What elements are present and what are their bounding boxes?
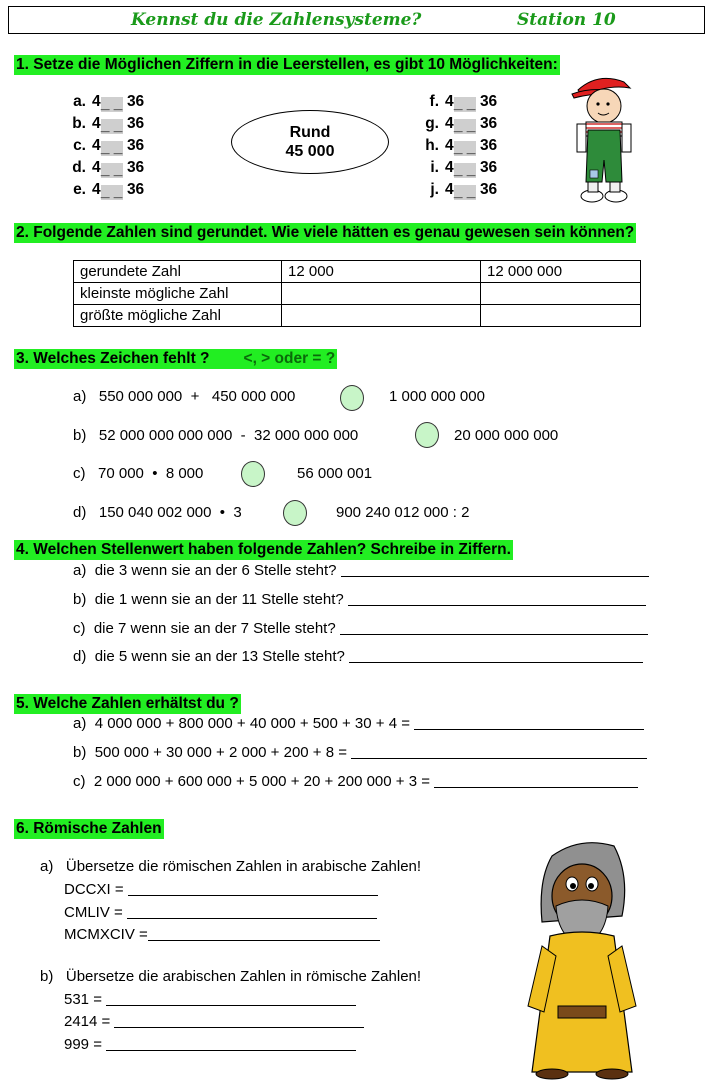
blank-field[interactable]: _ _	[100, 161, 123, 178]
task4-heading: 4. Welchen Stellenwert haben folgende Zahlen? Schreibe in Ziffern.	[16, 541, 511, 558]
table-cell: 12 000	[282, 261, 481, 283]
comparison-sign-field[interactable]	[283, 500, 307, 526]
sum-item-b: b) 500 000 + 30 000 + 2 000 + 200 + 8 =	[73, 744, 647, 761]
task1-right-column	[415, 93, 497, 203]
place-value-item-b: b) die 1 wenn sie an der 11 Stelle steht?	[73, 591, 646, 608]
blank-field[interactable]: _ _	[453, 95, 476, 112]
ellipse-value: 45 000	[285, 143, 335, 160]
answer-line[interactable]	[106, 991, 356, 1006]
table-row	[74, 261, 641, 283]
ellipse-label: Rund	[289, 124, 331, 141]
place-value-item-a: a) die 3 wenn sie an der 6 Stelle steht?	[73, 562, 649, 579]
compare-item-d: d) 150 040 002 000 • 3	[73, 504, 242, 521]
rounding-table	[73, 260, 641, 327]
compare-item-b-right: 20 000 000 000	[454, 427, 559, 444]
boy-illustration	[568, 72, 638, 212]
answer-line[interactable]	[349, 648, 643, 663]
worksheet-title: Kennst du die Zahlensysteme?	[131, 10, 422, 30]
table-cell: kleinste mögliche Zahl	[74, 283, 282, 305]
station-label: Station 10	[517, 10, 616, 30]
answer-cell[interactable]	[282, 305, 481, 327]
arabic-item: 531 =	[64, 991, 356, 1008]
task2-heading: 2. Folgende Zahlen sind gerundet. Wie viele hätten es genau gewesen sein können?	[16, 224, 635, 241]
roman-task-a: a) Übersetze die römischen Zahlen in arabische Zahlen!	[40, 858, 422, 875]
compare-item-c: c) 70 000 • 8 000	[73, 465, 204, 482]
compare-item-a: a) 550 000 000 + 450 000 000	[73, 388, 296, 405]
answer-line[interactable]	[348, 591, 646, 606]
option-a: a. 4_ _ 36	[73, 93, 145, 112]
table-cell: 12 000 000	[481, 261, 641, 283]
place-value-item-d: d) die 5 wenn sie an der 13 Stelle steht?	[73, 648, 643, 665]
worksheet-header	[8, 6, 705, 34]
blank-field[interactable]: _ _	[453, 161, 476, 178]
task6-heading: 6. Römische Zahlen	[16, 820, 162, 837]
compare-item-c-right: 56 000 001	[297, 465, 373, 482]
option-h: h. 4_ _ 36	[425, 137, 498, 156]
answer-line[interactable]	[127, 904, 377, 919]
table-cell: größte mögliche Zahl	[74, 305, 282, 327]
sum-item-c: c) 2 000 000 + 600 000 + 5 000 + 20 + 200 000 + 3 =	[73, 773, 638, 790]
comparison-sign-field[interactable]	[340, 385, 364, 411]
blank-field[interactable]: _ _	[100, 139, 123, 156]
table-cell: gerundete Zahl	[74, 261, 282, 283]
task3-subtitle: <, > oder = ?	[243, 350, 336, 367]
comparison-sign-field[interactable]	[241, 461, 265, 487]
answer-cell[interactable]	[481, 305, 641, 327]
option-f: f. 4_ _ 36	[429, 93, 498, 112]
compare-item-b: b) 52 000 000 000 000 - 32 000 000 000	[73, 427, 359, 444]
blank-field[interactable]: _ _	[100, 183, 123, 200]
answer-cell[interactable]	[282, 283, 481, 305]
answer-line[interactable]	[351, 744, 647, 759]
answer-line[interactable]	[148, 926, 380, 941]
answer-line[interactable]	[414, 715, 644, 730]
task5-heading: 5. Welche Zahlen erhältst du ?	[16, 695, 239, 712]
roman-item: DCCXI =	[64, 881, 378, 898]
option-c: c. 4_ _ 36	[73, 137, 145, 156]
option-d: d. 4_ _ 36	[72, 159, 145, 178]
answer-line[interactable]	[114, 1013, 364, 1028]
answer-line[interactable]	[340, 620, 648, 635]
answer-line[interactable]	[341, 562, 649, 577]
task1-heading: 1. Setze die Möglichen Ziffern in die Leerstellen, es gibt 10 Möglichkeiten:	[16, 56, 558, 73]
table-row	[74, 283, 641, 305]
option-g: g. 4_ _ 36	[425, 115, 498, 134]
rounded-number-ellipse	[231, 110, 389, 174]
comparison-sign-field[interactable]	[415, 422, 439, 448]
sum-item-a: a) 4 000 000 + 800 000 + 40 000 + 500 + 30 + 4 =	[73, 715, 644, 732]
option-i: i. 4_ _ 36	[430, 159, 498, 178]
option-j: j. 4_ _ 36	[430, 181, 498, 200]
task3-heading: 3. Welches Zeichen fehlt ? <, > oder = ?	[16, 350, 336, 367]
compare-item-a-right: 1 000 000 000	[389, 388, 485, 405]
option-b: b. 4_ _ 36	[72, 115, 145, 134]
answer-line[interactable]	[434, 773, 638, 788]
place-value-item-c: c) die 7 wenn sie an der 7 Stelle steht?	[73, 620, 648, 637]
answer-line[interactable]	[106, 1036, 356, 1051]
roman-figure-illustration	[522, 836, 640, 1080]
answer-line[interactable]	[128, 881, 378, 896]
blank-field[interactable]: _ _	[453, 183, 476, 200]
roman-item: MCMXCIV =	[64, 926, 380, 943]
table-row	[74, 305, 641, 327]
blank-field[interactable]: _ _	[453, 117, 476, 134]
task1-left-column	[62, 93, 144, 203]
blank-field[interactable]: _ _	[453, 139, 476, 156]
blank-field[interactable]: _ _	[100, 95, 123, 112]
arabic-item: 2414 =	[64, 1013, 364, 1030]
roman-item: CMLIV =	[64, 904, 377, 921]
blank-field[interactable]: _ _	[100, 117, 123, 134]
roman-task-b: b) Übersetze die arabischen Zahlen in römische Zahlen!	[40, 968, 422, 985]
answer-cell[interactable]	[481, 283, 641, 305]
option-e: e. 4_ _ 36	[73, 181, 145, 200]
compare-item-d-right: 900 240 012 000 : 2	[336, 504, 470, 521]
arabic-item: 999 =	[64, 1036, 356, 1053]
